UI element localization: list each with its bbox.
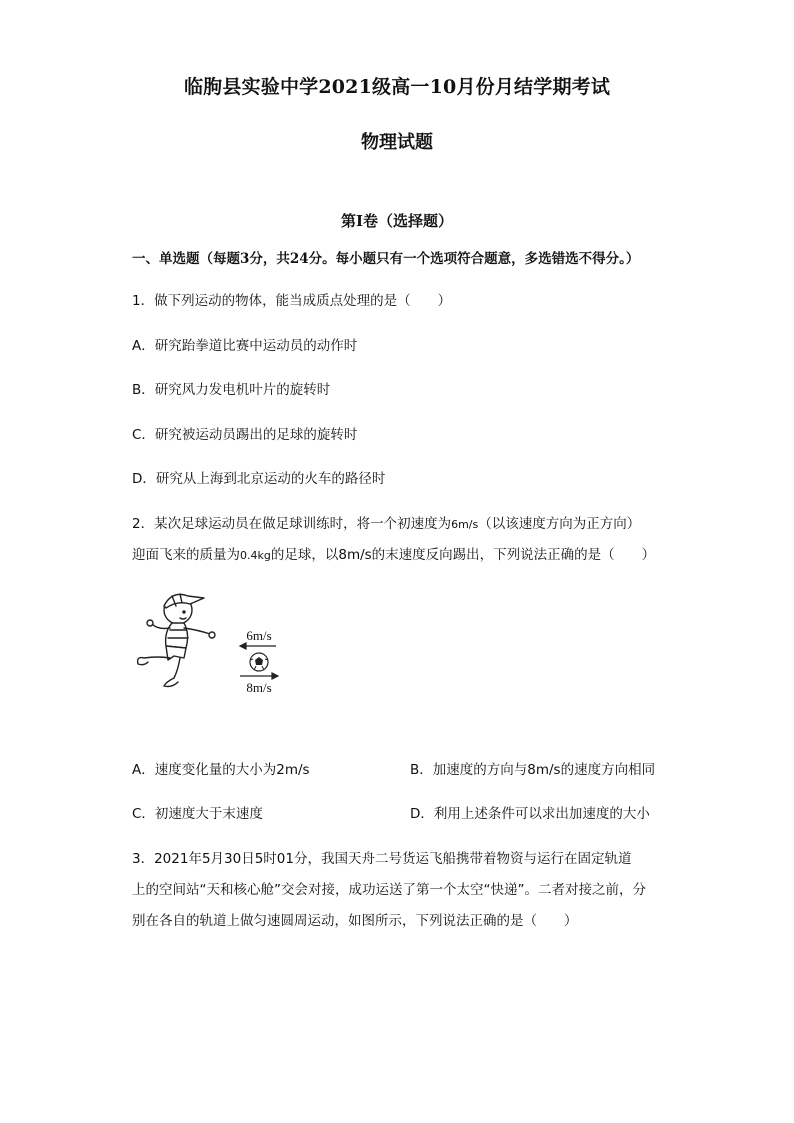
outgoing-velocity-label: 8m/s (246, 680, 272, 695)
q2-stem-line1-b: （以该速度方向为正方向） (478, 516, 641, 532)
q2-stem-line1-a: 2．某次足球运动员在做足球训练时，将一个初速度为 (132, 516, 452, 532)
outgoing-velocity-arrow (240, 673, 278, 679)
q2-option-c: C．初速度大于末速度 (132, 806, 263, 822)
q2-stem-line2 (132, 543, 655, 563)
q1-stem: 1．做下列运动的物体，能当成质点处理的是（ ） (132, 293, 452, 309)
q2-option-a: A．速度变化量的大小为2m/s (132, 762, 310, 778)
section-heading: 第I卷（选择题） (340, 212, 454, 230)
soccer-ball-icon (250, 653, 268, 671)
q2-stem-line2-a: 迎面飞来的质量为 (132, 547, 240, 563)
q2-stem-line2-b: 的足球，以8m/s的末速度反向踢出，下列说法正确的是（ ） (270, 547, 656, 563)
q1-option-d: D．研究从上海到北京运动的火车的路径时 (132, 471, 386, 487)
soccer-player-illustration (138, 594, 215, 687)
section-instructions: 一、单选题（每题3分，共24分。每小题只有一个选项符合题意，多选错选不得分。） (132, 251, 640, 267)
q2-option-b: B．加速度的方向与8m/s的速度方向相同 (410, 762, 656, 778)
q2-stem-line1 (132, 512, 640, 532)
incoming-velocity-arrow (240, 643, 276, 649)
exam-subtitle: 物理试题 (361, 132, 433, 153)
q1-option-a: A．研究跆拳道比赛中运动员的动作时 (132, 338, 358, 354)
q2-mass: 0.4kg (240, 549, 271, 562)
q3-stem-line3: 别在各自的轨道上做匀速圆周运动，如图所示，下列说法正确的是（ ） (132, 913, 578, 929)
q3-stem-line2: 上的空间站“天和核心舱”交会对接，成功运送了第一个太空“快递”。二者对接之前，分 (132, 882, 646, 898)
q2-option-d: D．利用上述条件可以求出加速度的大小 (410, 806, 650, 822)
q2-initial-speed: 6m/s (451, 518, 479, 531)
exam-title: 临朐县实验中学2021级高一10月份月结学期考试 (183, 76, 611, 98)
q1-option-c: C．研究被运动员踢出的足球的旋转时 (132, 427, 358, 443)
q1-option-b: B．研究风力发电机叶片的旋转时 (132, 382, 331, 398)
q3-stem-line1: 3．2021年5月30日5时01分，我国天舟二号货运飞船携带着物资与运行在固定轨道 (132, 851, 632, 867)
q2-figure (128, 586, 288, 696)
incoming-velocity-label: 6m/s (246, 628, 272, 643)
